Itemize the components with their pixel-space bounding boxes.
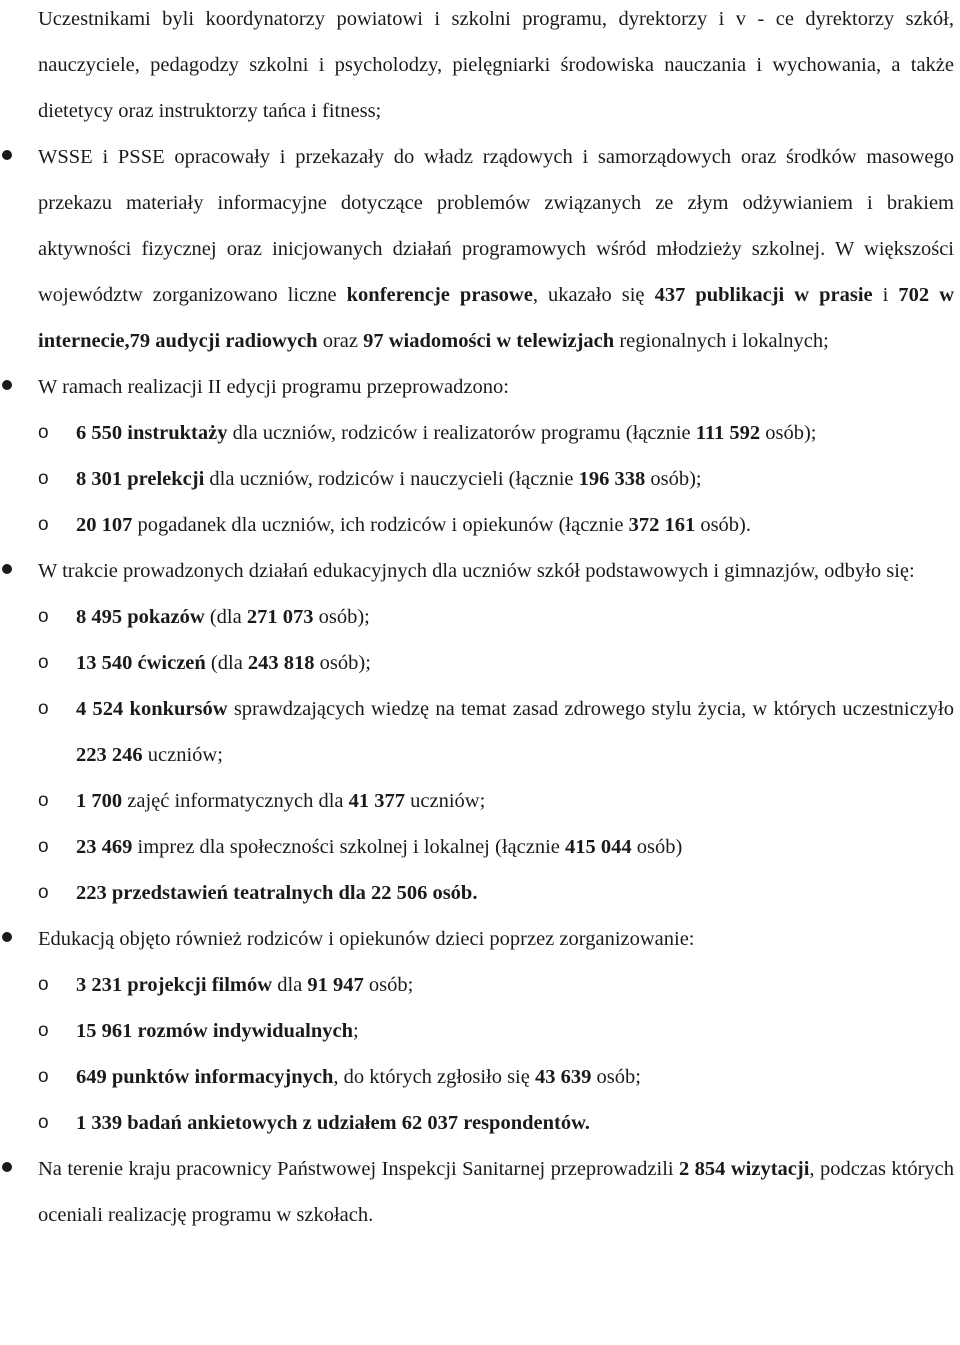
bullet-edukacja (0, 916, 960, 962)
bullet-dot (2, 380, 12, 390)
bold-text: 649 punktów informacyjnych (76, 1066, 334, 1088)
bold-text: 1 700 (76, 790, 123, 812)
bullet-dot (2, 1162, 12, 1172)
bold-text: 196 338 (578, 468, 646, 490)
item-text: (dla (204, 606, 247, 628)
item-text: sprawdzających wiedzę na temat zasad zdrowego stylu życia, w których uczestniczyło (227, 698, 954, 720)
teren-text: Na terenie kraju pracownicy Państwowej Inspekcji Sanitarnej przeprowadzili (38, 1158, 680, 1180)
list-item (0, 1100, 960, 1146)
trakcie-list (0, 594, 960, 916)
bold-text: 1 339 badań ankietowych z udziałem 62 037 respondentów. (76, 1112, 590, 1134)
list-item (0, 962, 960, 1008)
sub-bullet-marker: o (38, 652, 49, 673)
bold-text: 223 246 (76, 744, 143, 766)
sub-bullet-marker: o (38, 1112, 49, 1133)
ramach-list (0, 410, 960, 548)
item-text: dla uczniów, rodziców i nauczycieli (łącznie (204, 468, 579, 490)
item-text: dla (272, 974, 308, 996)
bold-text: 111 592 (695, 422, 761, 444)
bullet-ramach (0, 364, 960, 410)
item-text: imprez dla społeczności szkolnej i lokalnej (łącznie (132, 836, 565, 858)
bold-text: 23 469 (76, 836, 133, 858)
bullet-dot (2, 932, 12, 942)
bold-text: 13 540 ćwiczeń (76, 652, 206, 674)
list-item (0, 410, 960, 456)
sub-bullet-marker: o (38, 836, 49, 857)
intro-paragraph (0, 0, 960, 134)
item-text: osób) (631, 836, 683, 858)
item-text: osób; (591, 1066, 641, 1088)
teren-text: , podczas których oceniali realizację programu w szkołach. (38, 1158, 955, 1226)
sub-bullet-marker: o (38, 790, 49, 811)
list-item (0, 870, 960, 916)
wsse-text: oraz (317, 330, 364, 352)
sub-bullet-marker: o (38, 698, 49, 719)
sub-bullet-marker: o (38, 422, 49, 443)
bold-text: 372 161 (628, 514, 696, 536)
list-item (0, 502, 960, 548)
bullet-trakcie (0, 548, 960, 594)
list-item (0, 824, 960, 870)
edukacja-list (0, 962, 960, 1146)
sub-bullet-marker: o (38, 514, 49, 535)
bold-text: 2 854 wizytacji (679, 1158, 810, 1180)
bold-text: 91 947 (307, 974, 364, 996)
wsse-text: , ukazało się (532, 284, 655, 306)
bold-text: 8 495 pokazów (76, 606, 205, 628)
bold-text: 3 231 projekcji filmów (76, 974, 273, 996)
bold-text: 4 524 konkursów (76, 698, 228, 720)
bold-text: 15 961 rozmów indywidualnych (76, 1020, 353, 1042)
bullet-dot (2, 150, 12, 160)
bold-text: 243 818 (247, 652, 315, 674)
sub-bullet-marker: o (38, 468, 49, 489)
bullet-dot (2, 564, 12, 574)
list-item (0, 686, 960, 778)
edukacja-lead: Edukacją objęto również rodziców i opiekunów dzieci poprzez zorganizowanie: (38, 928, 695, 950)
item-text: osób); (314, 652, 371, 674)
bold-text: 20 107 (76, 514, 133, 536)
wsse-text: WSSE i PSSE opracowały i przekazały do władz rządowych i samorządowych oraz środków masowego przekazu materiały informacyjne dotyczące problemów związanych ze złym odżywianiem i brakiem aktywności fizycznej oraz inicjowanych działań programowych wśród młodzieży szkolnej. W większości województw zorganizowano liczne (38, 146, 954, 306)
bold-text: 97 wiadomości w telewizjach (363, 330, 615, 352)
wsse-text: regionalnych i lokalnych; (614, 330, 829, 352)
list-item (0, 456, 960, 502)
sub-bullet-marker: o (38, 1066, 49, 1087)
bold-text: 437 publikacji w prasie (654, 284, 873, 306)
item-text: osób; (363, 974, 414, 996)
bold-text: 415 044 (565, 836, 632, 858)
item-text: uczniów; (405, 790, 486, 812)
list-item (0, 778, 960, 824)
item-text: ; (352, 1020, 359, 1042)
sub-bullet-marker: o (38, 974, 49, 995)
item-text: (dla (205, 652, 248, 674)
item-text: osób); (645, 468, 702, 490)
intro-text: Uczestnikami byli koordynatorzy powiatowi i szkolni programu, dyrektorzy i v - ce dyrektorzy szkół, nauczyciele, pedagodzy szkolni i psycholodzy, pielęgniarki środowiska nauczania i wychowania, a także dietetycy oraz instruktorzy tańca i fitness; (38, 8, 954, 122)
item-text: uczniów; (142, 744, 223, 766)
ramach-lead: W ramach realizacji II edycji programu przeprowadzono: (38, 376, 509, 398)
list-item (0, 1054, 960, 1100)
list-item (0, 1008, 960, 1054)
bold-text: 43 639 (534, 1066, 592, 1088)
list-item (0, 594, 960, 640)
bullet-teren (0, 1146, 960, 1238)
bold-text: 271 073 (246, 606, 314, 628)
bold-text: konferencje prasowe (346, 284, 533, 306)
trakcie-lead: W trakcie prowadzonych działań edukacyjnych dla uczniów szkół podstawowych i gimnazjów, odbyło się: (38, 560, 915, 582)
item-text: pogadanek dla uczniów, ich rodziców i opiekunów (łącznie (132, 514, 629, 536)
item-text: osób); (760, 422, 817, 444)
item-text: osób). (695, 514, 751, 536)
sub-bullet-marker: o (38, 606, 49, 627)
item-text: osób); (313, 606, 370, 628)
bold-text: 702 w internecie,79 audycji radiowych (38, 284, 954, 352)
bold-text: 8 301 prelekcji (76, 468, 205, 490)
bold-text: 6 550 instruktaży (76, 422, 228, 444)
bullet-wsse (0, 134, 960, 364)
bold-text: 223 przedstawień teatralnych dla 22 506 osób. (76, 882, 478, 904)
sub-bullet-marker: o (38, 1020, 49, 1041)
bold-text: 41 377 (348, 790, 406, 812)
item-text: dla uczniów, rodziców i realizatorów programu (łącznie (227, 422, 696, 444)
list-item (0, 640, 960, 686)
wsse-text: i (872, 284, 899, 306)
item-text: zajęć informatycznych dla (122, 790, 349, 812)
item-text: , do których zgłosiło się (333, 1066, 535, 1088)
sub-bullet-marker: o (38, 882, 49, 903)
